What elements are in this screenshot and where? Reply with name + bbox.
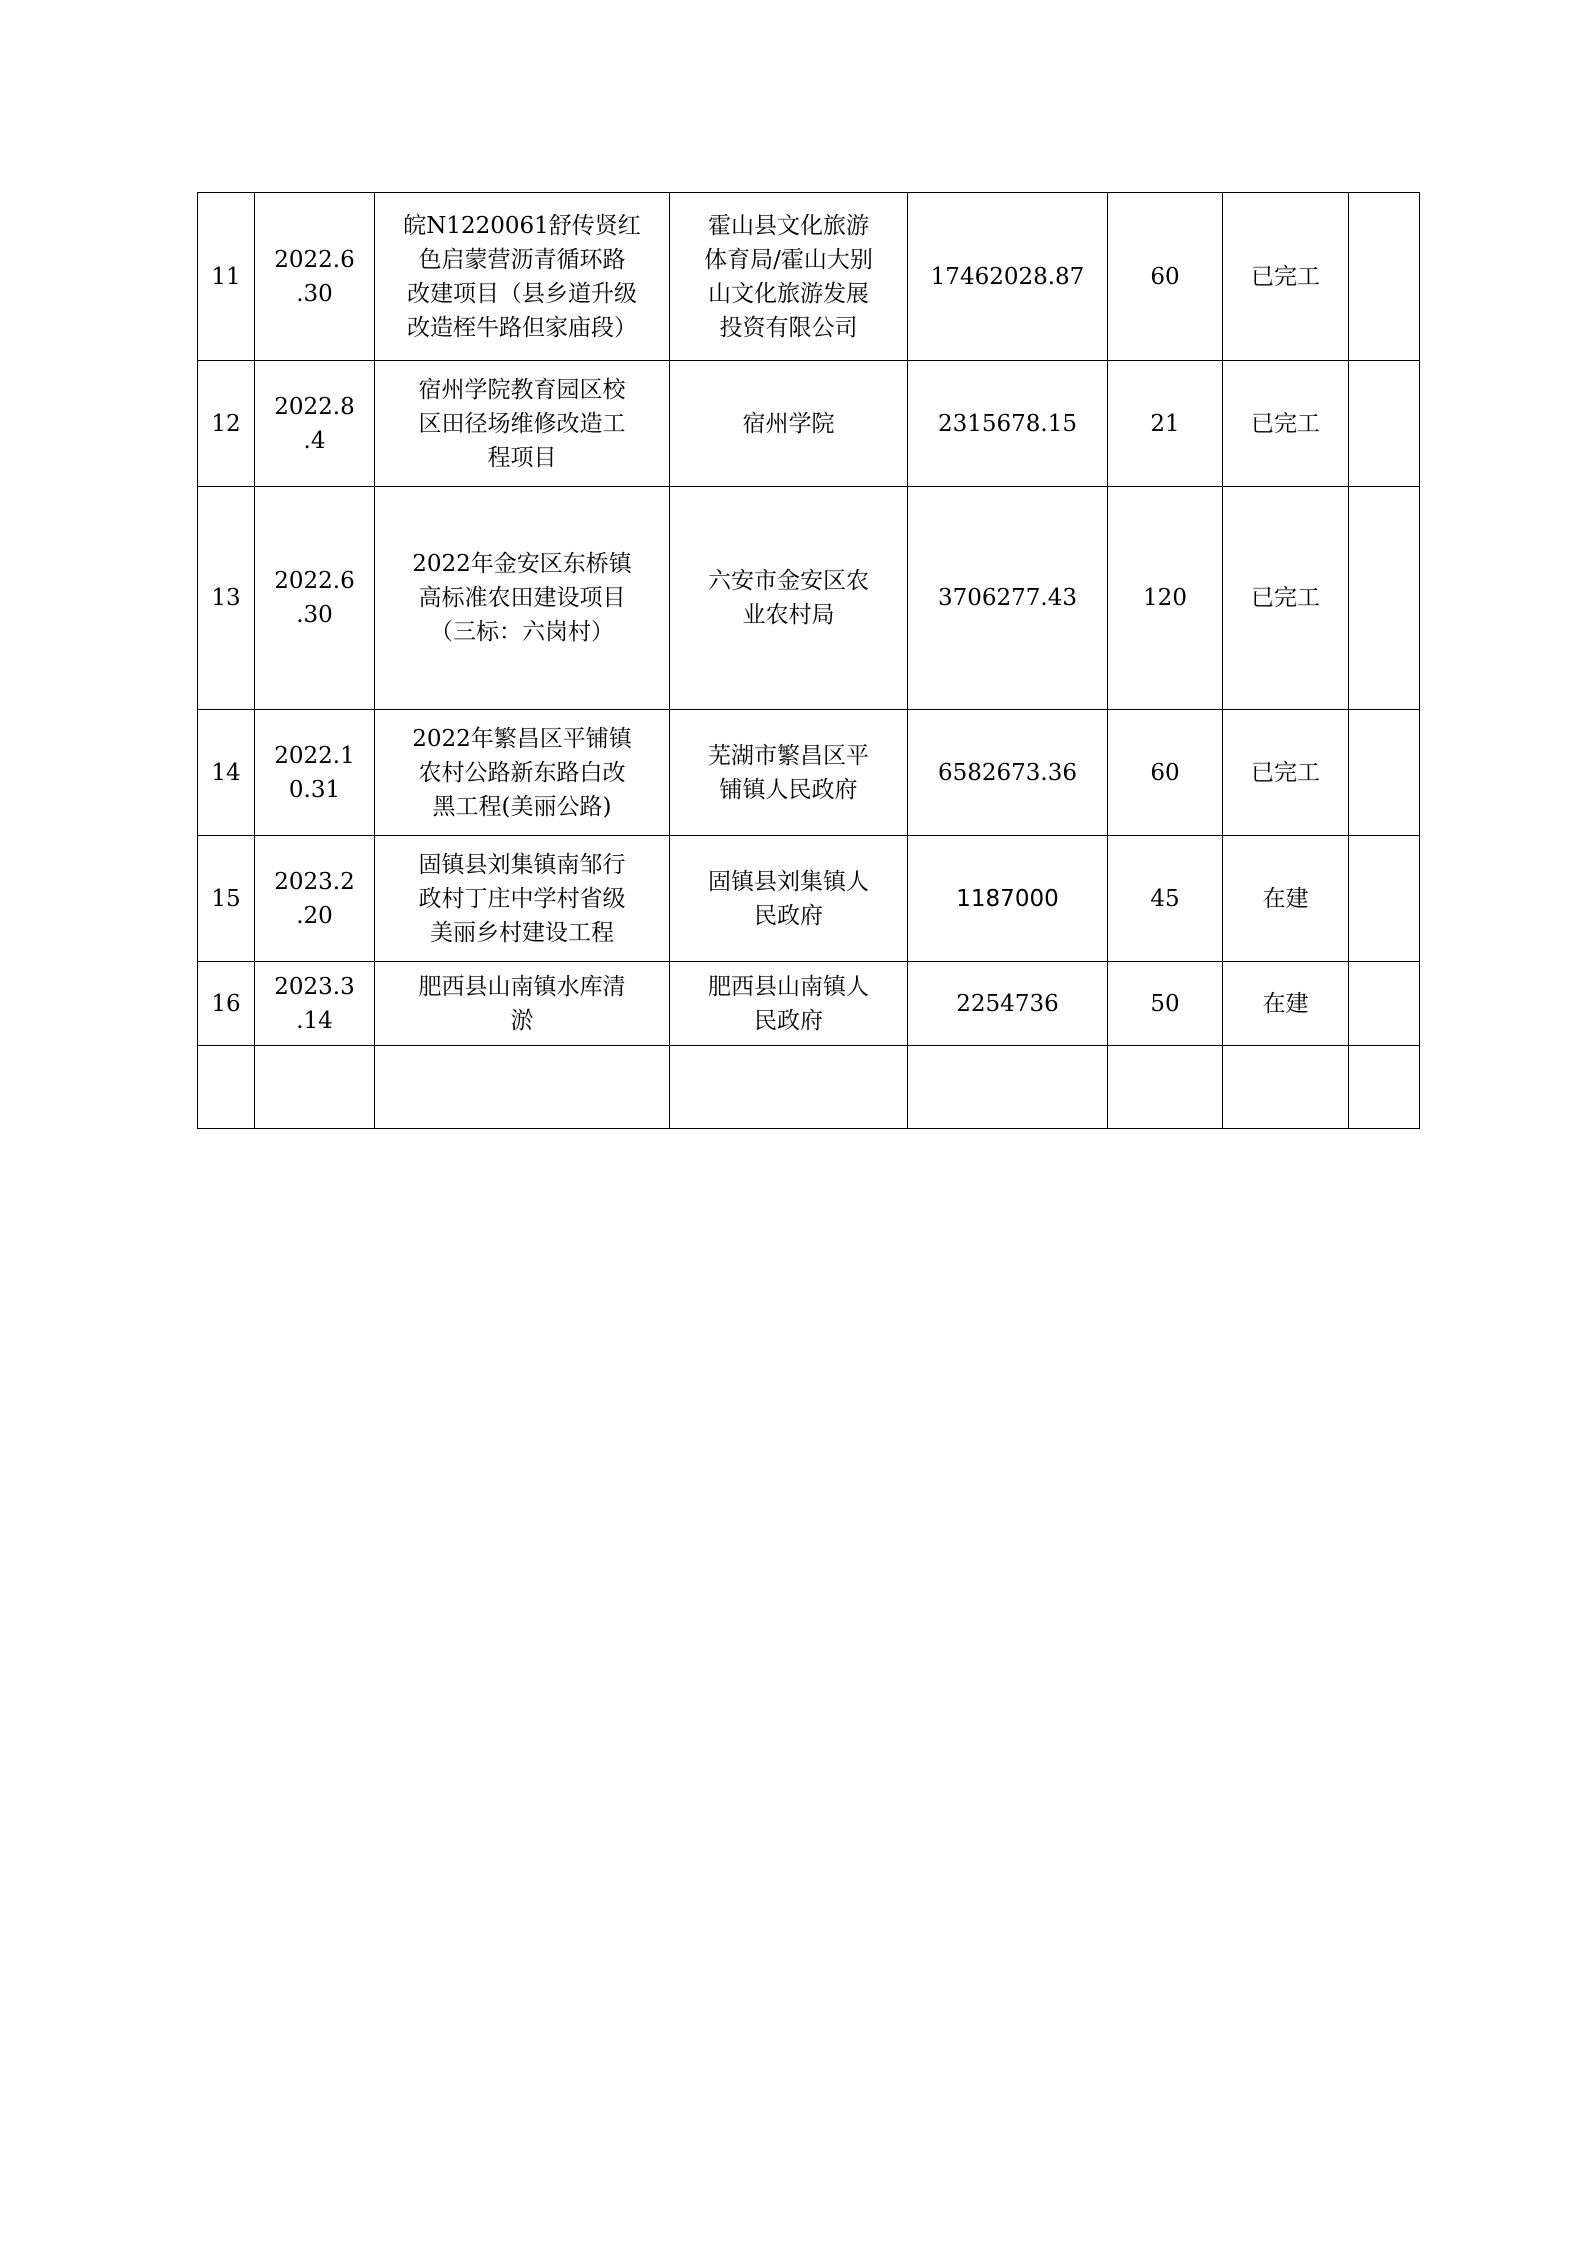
cell-client: [670, 836, 908, 962]
cell-remark: [1349, 710, 1420, 836]
name-line: 肥西县山南镇水库清: [418, 973, 626, 1000]
client-line: 业农村局: [742, 602, 835, 628]
date-line: .30: [296, 280, 333, 307]
cell-status: 已完工: [1223, 487, 1349, 710]
cell-status: 已完工: [1223, 361, 1349, 487]
date-line: 2023.3: [274, 973, 355, 1000]
name-line: 程项目: [487, 444, 557, 471]
cell-remark: [1349, 193, 1420, 361]
cell-project-name: [375, 710, 670, 836]
date-line: 2022.1: [274, 742, 355, 769]
cell-client: [670, 487, 908, 710]
date-line: .4: [303, 427, 326, 454]
name-line: 区田径场维修改造工: [418, 410, 626, 437]
client-line: 霍山县文化旅游: [708, 212, 869, 239]
cell-project-name: [375, 962, 670, 1046]
cell-amount: 3706277.43: [908, 487, 1108, 710]
cell-duration: 50: [1108, 962, 1223, 1046]
cell-duration: 60: [1108, 710, 1223, 836]
cell-project-name: [375, 836, 670, 962]
client-line: 体育局/霍山大别: [704, 246, 873, 273]
table-row: [198, 710, 1420, 836]
cell-empty: [255, 1046, 375, 1129]
cell-remark: [1349, 962, 1420, 1046]
cell-empty: [1223, 1046, 1349, 1129]
name-line: 宿州学院教育园区校: [418, 376, 626, 403]
cell-amount: 2254736: [908, 962, 1108, 1046]
cell-no: 12: [198, 361, 255, 487]
cell-amount: [908, 836, 1108, 962]
cell-amount: 6582673.36: [908, 710, 1108, 836]
cell-date: [255, 836, 375, 962]
cell-client: [670, 361, 908, 487]
cell-no: 11: [198, 193, 255, 361]
name-line: 美丽乡村建设工程: [430, 919, 614, 946]
date-line: 0.31: [288, 776, 341, 803]
date-line: .30: [296, 602, 333, 628]
client-line: 投资有限公司: [719, 314, 858, 341]
cell-date: [255, 710, 375, 836]
name-line: 皖N1220061舒传贤红: [403, 212, 641, 239]
cell-duration: 60: [1108, 193, 1223, 361]
name-line: 淤: [510, 1007, 534, 1034]
name-line: 色启蒙营沥青循环路: [418, 246, 626, 273]
cell-client: [670, 962, 908, 1046]
name-line: 2022年繁昌区平铺镇: [412, 725, 632, 752]
name-line: 高标准农田建设项目: [418, 585, 626, 611]
cell-status: 在建: [1223, 962, 1349, 1046]
cell-no: 16: [198, 962, 255, 1046]
cell-empty: [908, 1046, 1108, 1129]
cell-duration: 120: [1108, 487, 1223, 710]
name-line: 改造桎牛路但家庙段）: [407, 314, 637, 341]
cell-empty: [198, 1046, 255, 1129]
date-line: 2022.6: [274, 246, 355, 273]
cell-duration: 21: [1108, 361, 1223, 487]
client-line: 山文化旅游发展: [708, 280, 869, 307]
date-line: 2023.2: [274, 868, 355, 895]
cell-project-name: [375, 487, 670, 710]
name-line: 农村公路新东路白改: [418, 759, 626, 786]
cell-date: [255, 193, 375, 361]
cell-no: 15: [198, 836, 255, 962]
name-line: 政村丁庄中学村省级: [418, 885, 626, 912]
name-line: 固镇县刘集镇南邹行: [418, 851, 626, 878]
table-row: [198, 193, 1420, 361]
cell-status: 在建: [1223, 836, 1349, 962]
table-row: [198, 962, 1420, 1046]
amount-value: 1187000: [956, 885, 1059, 912]
name-line: 黑工程(美丽公路): [432, 793, 612, 820]
cell-remark: [1349, 361, 1420, 487]
name-line: 改建项目（县乡道升级: [407, 280, 637, 307]
date-line: .14: [296, 1007, 333, 1034]
cell-no: 13: [198, 487, 255, 710]
client-line: 芜湖市繁昌区平: [708, 742, 869, 769]
name-line: （三标：六岗村）: [430, 619, 614, 645]
date-line: 2022.8: [274, 393, 355, 420]
cell-empty: [1108, 1046, 1223, 1129]
table-row: [198, 361, 1420, 487]
client-line: 宿州学院: [742, 410, 835, 437]
cell-amount: 2315678.15: [908, 361, 1108, 487]
cell-empty: [670, 1046, 908, 1129]
date-line: 2022.6: [274, 568, 355, 594]
client-line: 民政府: [754, 902, 823, 929]
cell-remark: [1349, 487, 1420, 710]
table-row-empty: [198, 1046, 1420, 1129]
cell-date: [255, 361, 375, 487]
cell-status: 已完工: [1223, 193, 1349, 361]
table-row: [198, 836, 1420, 962]
cell-duration: 45: [1108, 836, 1223, 962]
table-body: [198, 193, 1420, 1129]
client-line: 肥西县山南镇人: [708, 973, 869, 1000]
name-line: 2022年金安区东桥镇: [412, 551, 632, 577]
cell-date: [255, 962, 375, 1046]
client-line: 民政府: [754, 1007, 823, 1034]
cell-remark: [1349, 836, 1420, 962]
project-table: [197, 192, 1420, 1129]
cell-client: [670, 193, 908, 361]
client-line: 固镇县刘集镇人: [708, 868, 869, 895]
cell-date: [255, 487, 375, 710]
cell-project-name: [375, 361, 670, 487]
cell-empty: [1349, 1046, 1420, 1129]
cell-empty: [375, 1046, 670, 1129]
client-line: 铺镇人民政府: [719, 776, 858, 803]
cell-no: 14: [198, 710, 255, 836]
cell-client: [670, 710, 908, 836]
cell-amount: 17462028.87: [908, 193, 1108, 361]
table-row: [198, 487, 1420, 710]
client-line: 六安市金安区农: [708, 568, 869, 594]
cell-status: 已完工: [1223, 710, 1349, 836]
cell-project-name: [375, 193, 670, 361]
date-line: .20: [296, 902, 333, 929]
